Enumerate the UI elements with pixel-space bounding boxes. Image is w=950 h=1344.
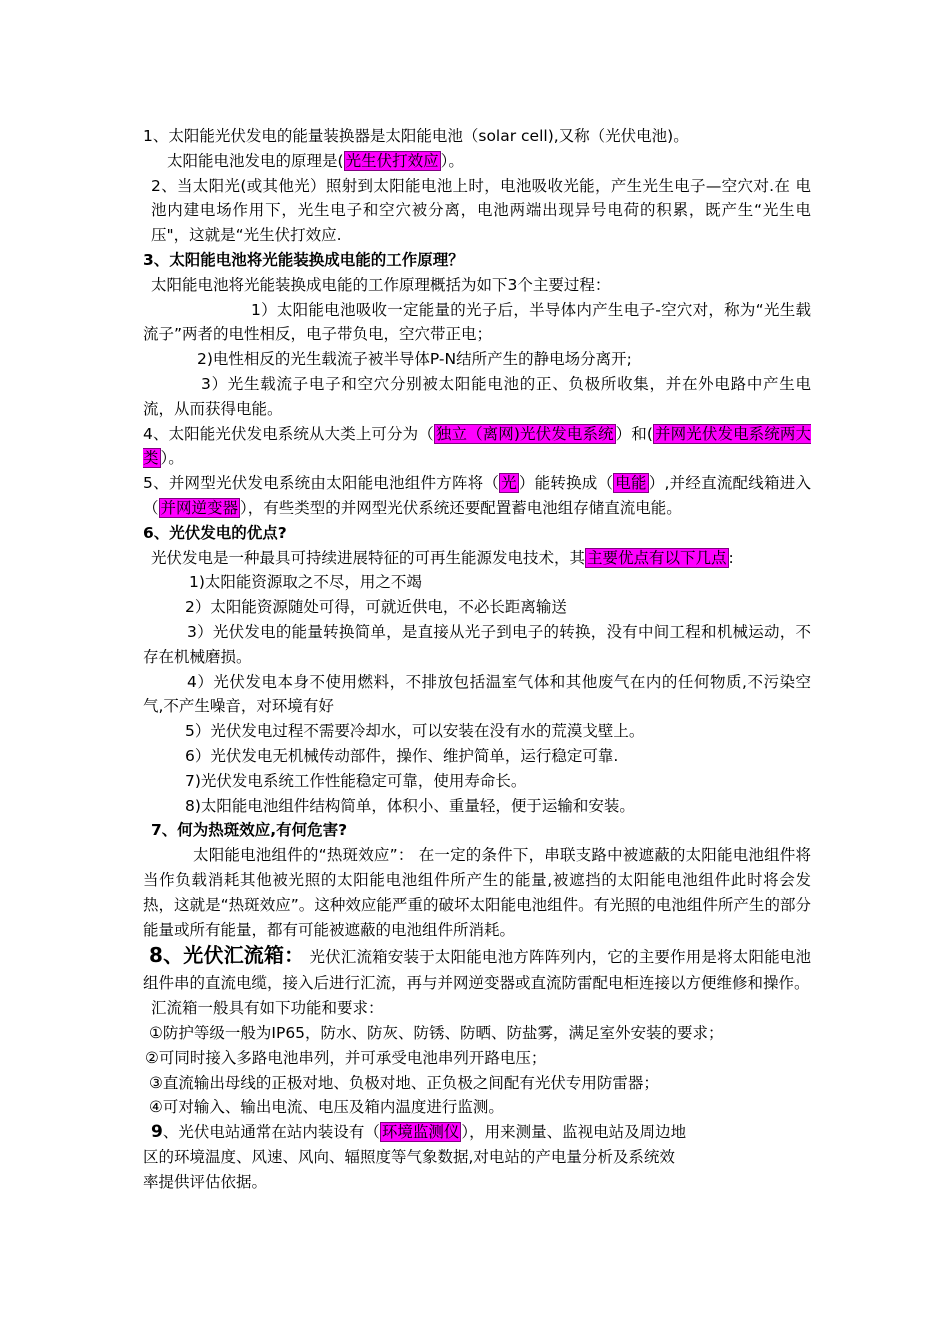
- process-3: 3）光生载流子电子和空穴分别被太阳能电池的正、负极所收集，并在外电路中产生电流，从而获得电能。: [143, 374, 811, 418]
- para-9: 5、并网型光伏发电系统由太阳能电池组件方阵将（ 光 ）能转换成（ 电能 ）,并经直流配线箱进入（ 并网逆变器 ），有些类型的并网型光伏系统还要配置蓄电池组存储直流电能。: [143, 474, 811, 517]
- para-3: 2、当太阳光(或其他光）照射到太阳能电池上时，电池吸收光能，产生光生电子—空穴对.在 电池内建电场作用下，光生电子和空穴被分离，电池两端出现异号电荷的积累，既产生“光生电压"，这就是“光生伏打效应.: [151, 176, 811, 245]
- para-12: 8、光伏汇流箱： 光伏汇流箱安装于太阳能电池方阵阵列内，它的主要作用是将太阳能电池组件串的直流电缆，接入后进行汇流，再与并网逆变器或直流防雷配电柜连接以方便维修和操作。: [143, 943, 812, 993]
- para-1: 1、太阳能光伏发电的能量装换器是太阳能电池（solar cell),又称（光伏电池)。: [143, 127, 689, 145]
- requirement-1: ①防护等级一般为IP65，防水、防灰、防锈、防晒、防盐雾，满足室外安装的要求；: [149, 1024, 724, 1043]
- highlight-main-advantages: 主要优点有以下几点: [587, 548, 727, 567]
- advantage-3: 3）光伏发电的能量转换简单，是直接从光子到电子的转换，没有中间工程和机械运动，不存在机械磨损。: [143, 622, 811, 666]
- advantage-1: 1)太阳能资源取之不尽，用之不竭: [189, 573, 422, 592]
- highlight-grid-system: 并网光伏发电系统两大类: [143, 424, 811, 468]
- para-14-line-2: 区的环境温度、风速、风向、辐照度等气象数据,对电站的产电量分析及系统效: [143, 1148, 675, 1167]
- para-14-line-3: 率提供评估依据。: [143, 1172, 268, 1191]
- para-13: 汇流箱一般具有如下功能和要求：: [151, 999, 384, 1018]
- requirement-2: ②可同时接入多路电池串列，并可承受电池串列开路电压；: [145, 1048, 547, 1067]
- advantage-2: 2）太阳能资源随处可得，可就近供电，不必长距离输送: [185, 598, 567, 617]
- para-4: 太阳能电池将光能装换成电能的工作原理概括为如下3个主要过程：: [151, 275, 611, 294]
- document-body: [143, 124, 811, 1195]
- process-2: 2)电性相反的光生载流子被半导体P-N结所产生的静电场分离开;: [197, 350, 632, 369]
- highlight-electric-energy: 电能: [615, 474, 647, 493]
- advantage-4: 4）光伏发电本身不使用燃料，不排放包括温室气体和其他废气在内的任何物质,不污染空气,不产生噪音，对环境有好: [143, 672, 811, 716]
- highlight-standalone-system: 独立（离网)光伏发电系统: [435, 424, 614, 443]
- para-14-line-1: 9、光伏电站通常在站内装设有（ 环境监测仪 ），用来测量、监视电站及周边地: [151, 1122, 687, 1143]
- para-8: 4、太阳能光伏发电系统从大类上可分为（ 独立（离网)光伏发电系统 ）和( 并网光伏发电系统两大类 ）。: [143, 424, 811, 468]
- advantage-8: 8)太阳能电池组件结构简单，体积小、重量轻，便于运输和安装。: [185, 796, 635, 815]
- advantage-5: 5）光伏发电过程不需要冷却水，可以安装在没有水的荒漠戈壁上。: [185, 722, 645, 741]
- advantage-7: 7)光伏发电系统工作性能稳定可靠，使用寿命长。: [185, 771, 527, 790]
- highlight-env-monitor: 环境监测仪: [381, 1123, 460, 1142]
- para-11: 太阳能电池组件的“热斑效应”： 在一定的条件下，串联支路中被遮蔽的太阳能电池组件将当作负载消耗其他被光照的太阳能电池组件所产生的能量,被遮挡的太阳能电池组件此时将会发热，这就是“热斑效应”。这种效应能严重的破坏太阳能电池组件。有光照的电池组件所产生的部分能量或所有能量，都有可能被遮蔽的电池组件所消耗。: [143, 846, 811, 939]
- heading-8: 8、光伏汇流箱：: [149, 943, 305, 968]
- highlight-inverter: 并网逆变器: [160, 498, 239, 517]
- heading-7: 7、何为热斑效应,有何危害?: [151, 821, 348, 840]
- heading-6: 6、光伏发电的优点?: [143, 523, 287, 542]
- process-1: 1）太阳能电池吸收一定能量的光子后，半导体内产生电子-空穴对，称为“光生载流子”两者的电性相反，电子带负电，空穴带正电；: [143, 300, 811, 344]
- highlight-light: 光: [501, 474, 517, 493]
- para-10: 光伏发电是一种最具可持续进展特征的可再生能源发电技术，其 主要优点有以下几点 :: [151, 548, 734, 567]
- advantage-6: 6）光伏发电无机械传动部件，操作、维护简单，运行稳定可靠.: [185, 746, 619, 765]
- requirement-4: ④可对输入、输出电流、电压及箱内温度进行监测。: [149, 1098, 504, 1117]
- highlight-photovoltaic-effect: 光生伏打效应: [345, 151, 439, 170]
- para-2: 太阳能电池发电的原理是( 光生伏打效应 ）。: [167, 151, 464, 170]
- heading-3: 3、太阳能电池将光能装换成电能的工作原理？: [143, 250, 464, 269]
- requirement-3: ③直流输出母线的正极对地、负极对地、正负极之间配有光伏专用防雷器；: [149, 1073, 659, 1092]
